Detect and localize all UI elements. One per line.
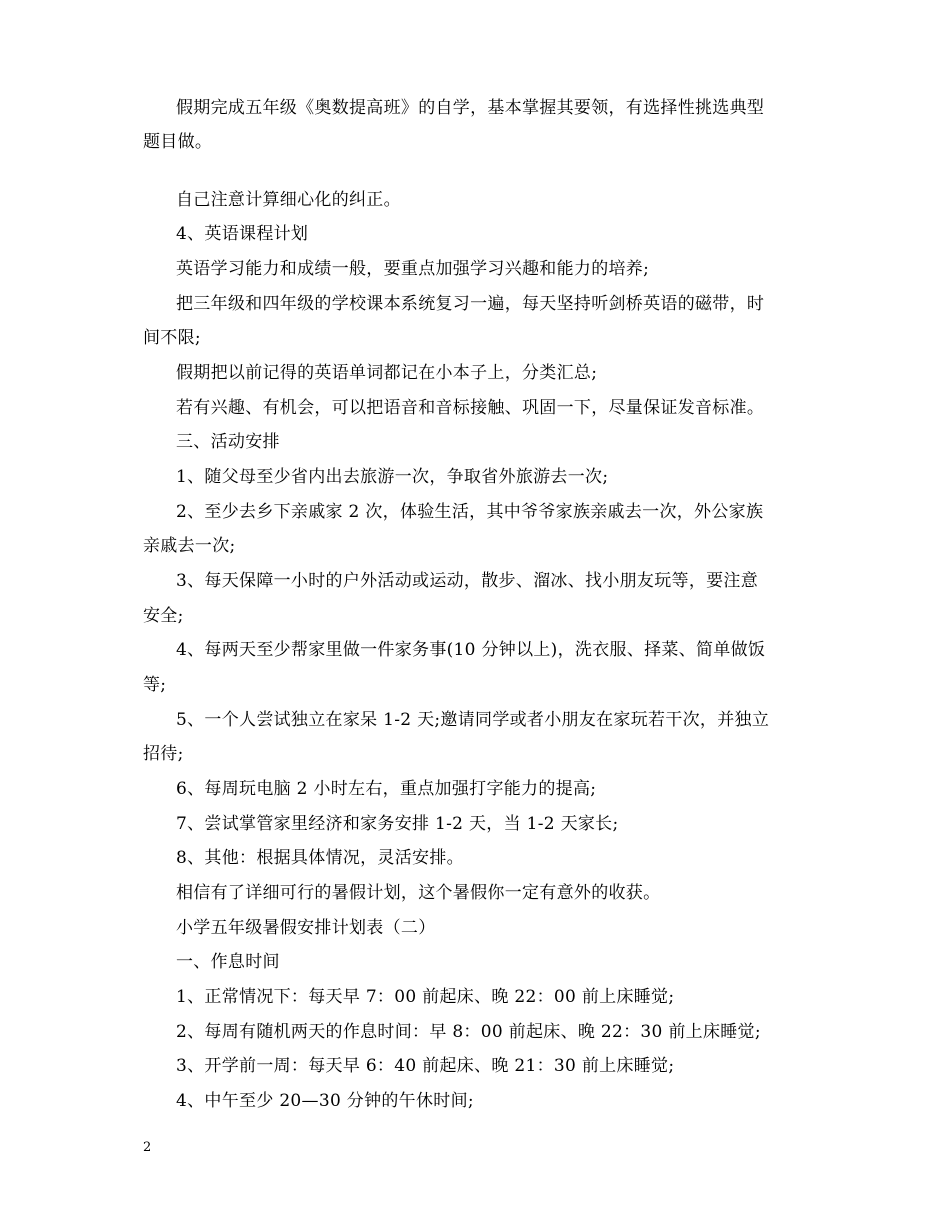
paragraph-line: 把三年级和四年级的学校课本系统复习一遍，每天坚持听剑桥英语的磁带，时 (176, 294, 765, 314)
paragraph-line: 假期把以前记得的英语单词都记在小本子上，分类汇总; (176, 363, 598, 383)
list-item: 招待; (143, 744, 184, 764)
paragraph-line: 假期完成五年级《奥数提高班》的自学，基本掌握其要领，有选择性挑选典型 (176, 98, 765, 118)
paragraph-line: 英语学习能力和成绩一般，要重点加强学习兴趣和能力的培养; (176, 259, 650, 279)
page-number: 2 (143, 1140, 152, 1155)
list-item: 6、每周玩电脑 2 小时左右，重点加强打字能力的提高; (176, 779, 597, 799)
paragraph-line: 相信有了详细可行的暑假计划，这个暑假你一定有意外的收获。 (176, 883, 661, 903)
section-heading: 4、英语课程计划 (176, 224, 309, 244)
paragraph-line: 间不限; (143, 328, 201, 348)
list-item: 2、每周有随机两天的作息时间：早 8：00 前起床、晚 22：30 前上床睡觉; (176, 1022, 761, 1042)
list-item: 4、每两天至少帮家里做一件家务事(10 分钟以上)，洗衣服、择菜、简单做饭 (176, 640, 766, 660)
list-item: 3、开学前一周：每天早 6：40 前起床、晚 21：30 前上床睡觉; (176, 1056, 675, 1076)
paragraph-line: 自己注意计算细心化的纠正。 (176, 190, 401, 210)
list-item: 等; (143, 675, 167, 695)
list-item: 2、至少去乡下亲戚家 2 次，体验生活，其中爷爷家族亲戚去一次，外公家族 (176, 502, 764, 522)
list-item: 5、一个人尝试独立在家呆 1-2 天;邀请同学或者小朋友在家玩若干次，并独立 (176, 710, 770, 730)
section-heading: 三、活动安排 (176, 432, 280, 452)
paragraph-line: 若有兴趣、有机会，可以把语音和音标接触、巩固一下，尽量保证发音标准。 (176, 398, 765, 418)
list-item: 亲戚去一次; (143, 536, 236, 556)
list-item: 1、正常情况下：每天早 7：00 前起床、晚 22：00 前上床睡觉; (176, 987, 675, 1007)
list-item: 4、中午至少 20—30 分钟的午休时间; (176, 1091, 474, 1111)
list-item: 7、尝试掌管家里经济和家务安排 1-2 天，当 1-2 天家长; (176, 814, 619, 834)
section-heading: 小学五年级暑假安排计划表（二） (176, 918, 436, 938)
list-item: 安全; (143, 606, 184, 626)
section-heading: 一、作息时间 (176, 952, 280, 972)
list-item: 8、其他：根据具体情况，灵活安排。 (176, 848, 464, 868)
list-item: 1、随父母至少省内出去旅游一次，争取省外旅游去一次; (176, 467, 609, 487)
paragraph-line: 题目做。 (143, 132, 213, 152)
list-item: 3、每天保障一小时的户外活动或运动，散步、溜冰、找小朋友玩等，要注意 (176, 571, 759, 591)
